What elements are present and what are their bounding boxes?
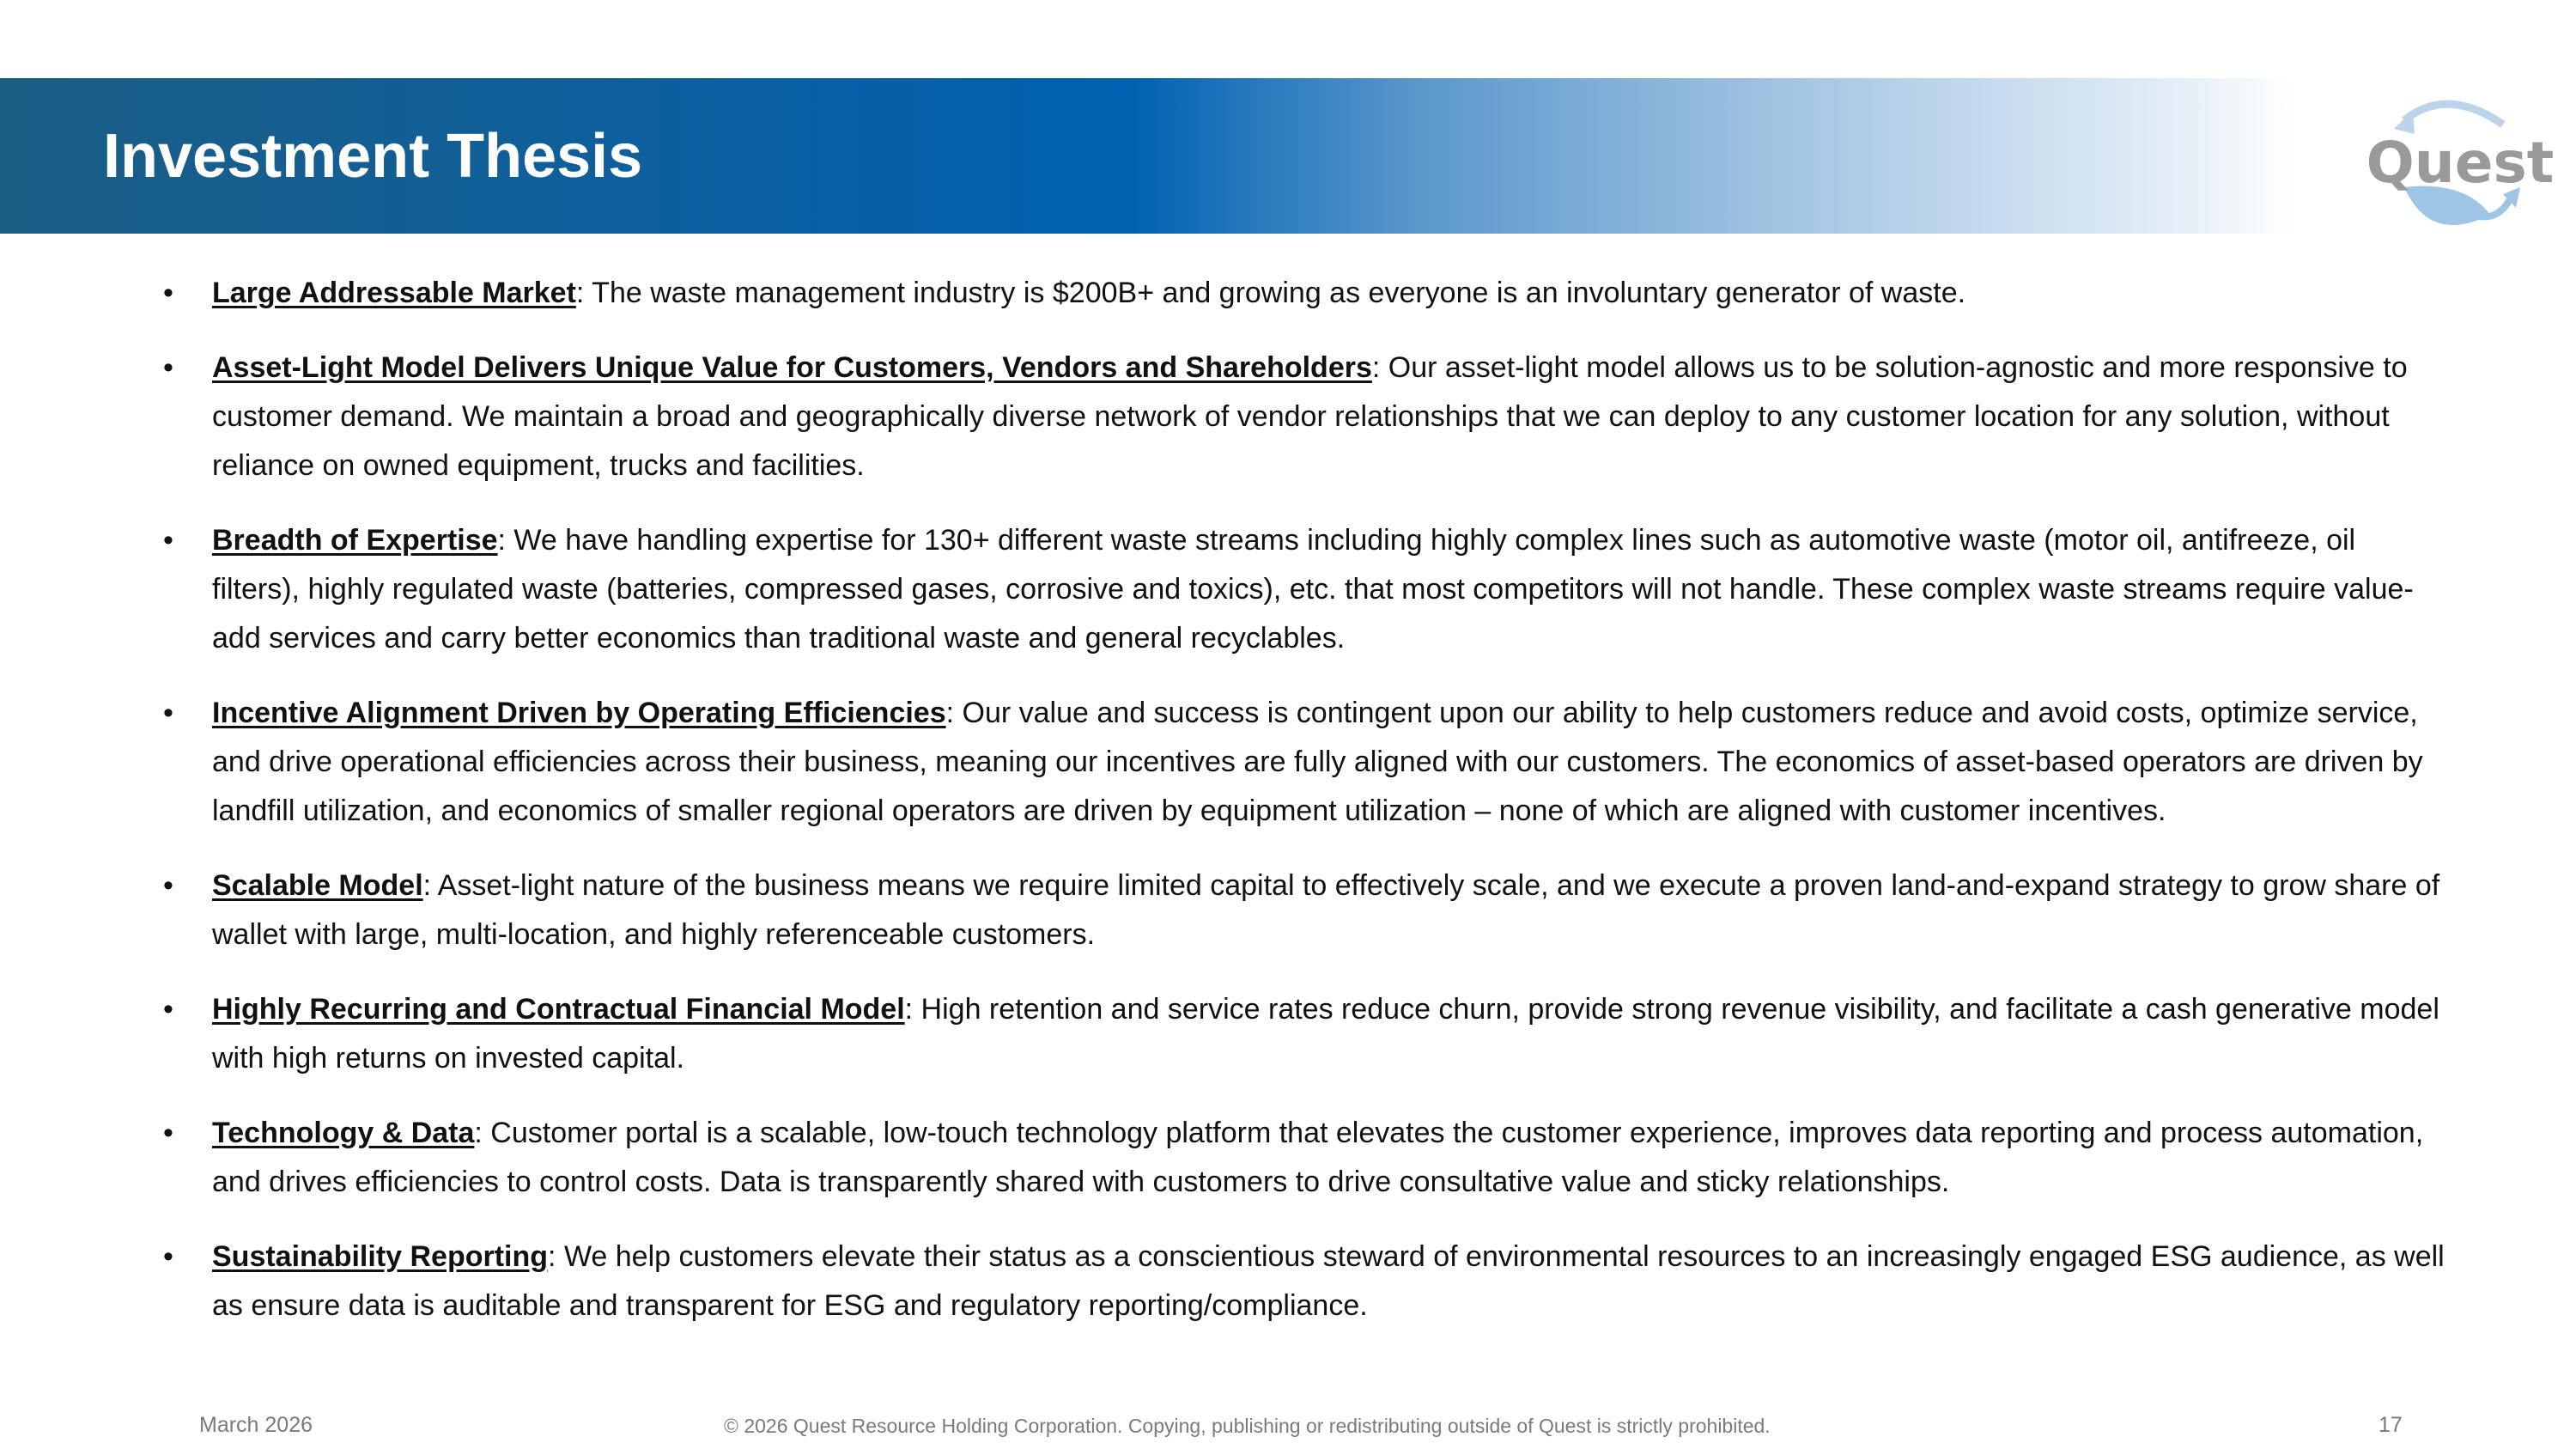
- title-banner: [0, 78, 2576, 234]
- thesis-bullet: [163, 344, 2447, 490]
- footer-copyright: © 2026 Quest Resource Holding Corporation. Copying, publishing or redistributing outside of Quest is strictly prohibited.: [724, 1415, 1771, 1437]
- quest-logo: [2344, 86, 2576, 232]
- thesis-bullet: [163, 1233, 2447, 1330]
- bullet-text: : High retention and service rates reduce churn, provide strong revenue visibility, and facilitate a cash generative model with high returns on invested capital.: [212, 993, 2439, 1075]
- bullet-heading: Asset-Light Model Delivers Unique Value for Customers, Vendors and Shareholders: [212, 351, 1372, 384]
- thesis-bullet: [163, 1109, 2447, 1207]
- bullet-text: : We have handling expertise for 130+ different waste streams including highly complex lines such as automotive waste (motor oil, antifreeze, oil filters), highly regulated waste (batteries, compressed gases, corrosive and toxics), etc. that most competitors will not handle. These complex waste streams require value-add services and carry better economics than traditional waste and general recyclables.: [212, 524, 2414, 654]
- thesis-bullet: [163, 516, 2447, 663]
- thesis-bullet: [163, 985, 2447, 1083]
- bullet-text: : We help customers elevate their status as a conscientious steward of environmental resources to an increasingly engaged ESG audience, as well as ensure data is auditable and transparent for ESG and regulatory reporting/compliance.: [212, 1240, 2445, 1322]
- thesis-bullet: [163, 689, 2447, 836]
- bullet-text: : Asset-light nature of the business means we require limited capital to effectively scale, and we execute a proven land-and-expand strategy to grow share of wallet with large, multi-location, and highly referenceable customers.: [212, 869, 2440, 951]
- bullet-heading: Scalable Model: [212, 869, 423, 902]
- svg-text:Quest: Quest: [2366, 130, 2555, 196]
- thesis-bullet-list: [163, 269, 2447, 1356]
- bullet-text: : Customer portal is a scalable, low-touch technology platform that elevates the customer experience, improves data reporting and process automation, and drives efficiencies to control costs. Data is transparently shared with customers to drive consultative value and sticky relationships.: [212, 1117, 2424, 1198]
- bullet-text: : The waste management industry is $200B+ and growing as everyone is an involuntary generator of waste.: [575, 277, 1966, 309]
- bullet-heading: Technology & Data: [212, 1117, 475, 1149]
- bullet-marker: •: [163, 1240, 173, 1273]
- bullet-marker: •: [163, 1117, 173, 1149]
- bullet-heading: Highly Recurring and Contractual Financial Model: [212, 993, 905, 1026]
- bullet-heading: Large Addressable Market: [212, 277, 576, 309]
- page-number: 17: [2379, 1413, 2403, 1437]
- bullet-heading: Breadth of Expertise: [212, 524, 498, 557]
- bullet-marker: •: [163, 351, 173, 384]
- bullet-heading: Sustainability Reporting: [212, 1240, 549, 1273]
- thesis-bullet: [163, 861, 2447, 959]
- bullet-marker: •: [163, 993, 173, 1026]
- bullet-marker: •: [163, 524, 173, 557]
- footer-date: March 2026: [199, 1413, 313, 1437]
- page-title: Investment Thesis: [103, 122, 643, 191]
- bullet-marker: •: [163, 697, 173, 729]
- bullet-heading: Incentive Alignment Driven by Operating Efficiencies: [212, 697, 946, 729]
- bullet-marker: •: [163, 277, 173, 309]
- bullet-text: : Our value and success is contingent upon our ability to help customers reduce and avoid costs, optimize service, and drive operational efficiencies across their business, meaning our incentives are fully aligned with our customers. The economics of asset-based operators are driven by landfill utilization, and economics of smaller regional operators are driven by equipment utilization – none of which are aligned with customer incentives.: [212, 697, 2423, 827]
- bullet-marker: •: [163, 869, 173, 902]
- bullet-text: : Our asset-light model allows us to be solution-agnostic and more responsive to customer demand. We maintain a broad and geographically diverse network of vendor relationships that we can deploy to any customer location for any solution, without reliance on owned equipment, trucks and facilities.: [212, 351, 2408, 482]
- thesis-bullet: [163, 269, 2447, 318]
